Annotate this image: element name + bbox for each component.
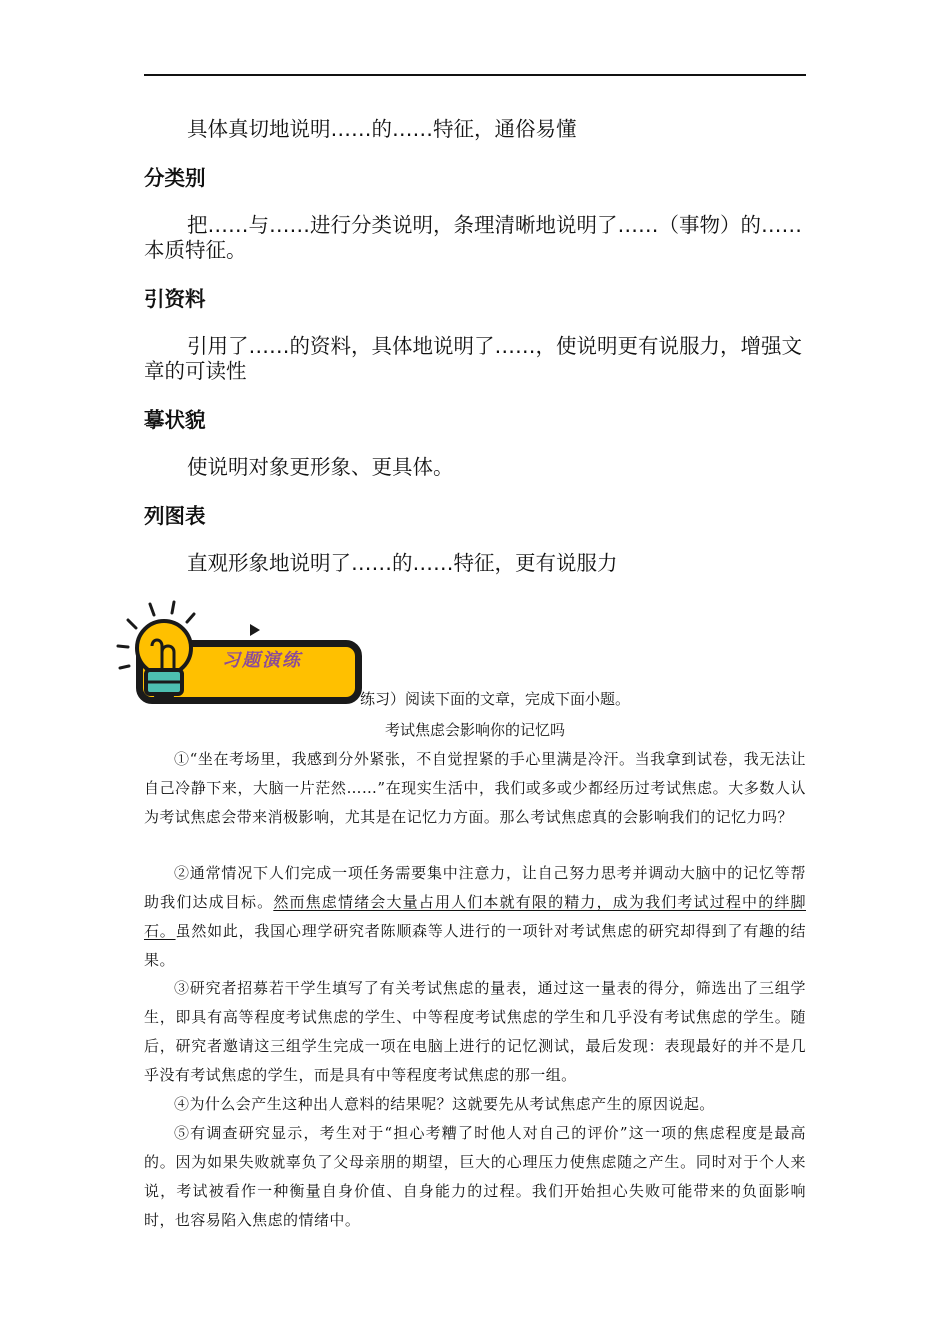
section-body: 引用了……的资料，具体地说明了……，使说明更有说服力，增强文章的可读性 bbox=[144, 334, 802, 383]
article-paragraph: ③研究者招募若干学生填写了有关考试焦虑的量表，通过这一量表的得分，筛选出了三组学生，即具有高等程度考试焦虑的学生、中等程度考试焦虑的学生和几乎没有考试焦虑的学生。随后，研究者邀请这三组学生完成一项在电脑上进行的记忆测试，最后发现：表现最好的并不是几乎没有考试焦虑的学生，而是具有中等程度考试焦虑的那一组。 bbox=[144, 979, 806, 1084]
article-paragraph: ①“坐在考场里，我感到分外紧张，不自觉捏紧的手心里满是冷汗。当我拿到试卷，我无法让自己冷静下来，大脑一片茫然……”在现实生活中，我们或多或少都经历过考试焦虑。大多数人认为考试焦虑会带来消极影响，尤其是在记忆力方面。那么考试焦虑真的会影响我们的记忆力吗？ bbox=[144, 750, 806, 826]
section-heading: 引资料 bbox=[144, 287, 206, 311]
section-heading: 分类别 bbox=[144, 166, 206, 190]
section-body: 把……与……进行分类说明，条理清晰地说明了……（事物）的……本质特征。 bbox=[144, 213, 802, 262]
exercise-badge bbox=[114, 600, 374, 710]
paragraph-text: 虽然如此，我国心理学研究者陈顺森等人进行的一项针对考试焦虑的研究却得到了有趣的结果。 bbox=[144, 922, 806, 969]
section-heading: 摹状貌 bbox=[144, 408, 206, 432]
section-body: 使说明对象更形象、更具体。 bbox=[187, 455, 454, 479]
paragraph-text: ②通常情况下人们完成一项任务需要集中注意力，让自己努力思考并调动大脑中的记忆等帮助我们达成目标。 bbox=[144, 864, 806, 911]
article-paragraph: ④为什么会产生这种出人意料的结果呢？这就要先从考试焦虑产生的原因说起。 bbox=[174, 1095, 715, 1113]
article-paragraph bbox=[144, 859, 806, 975]
section-heading: 列图表 bbox=[144, 504, 206, 528]
badge-label: 习题演练 bbox=[222, 650, 302, 671]
header-rule bbox=[144, 74, 806, 76]
exercise-intro: 练习）阅读下面的文章，完成下面小题。 bbox=[360, 690, 631, 708]
article-paragraph: ⑤有调查研究显示，考生对于“担心考糟了时他人对自己的评价”这一项的焦虑程度是最高的。因为如果失败就辜负了父母亲朋的期望，巨大的心理压力使焦虑随之产生。同时对于个人来说，考试被看作一种衡量自身价值、自身能力的过程。我们开始担心失败可能带来的负面影响时，也容易陷入焦虑的情绪中。 bbox=[144, 1124, 806, 1229]
section-body: 具体真切地说明……的……特征，通俗易懂 bbox=[187, 117, 577, 141]
article-title: 考试焦虑会影响你的记忆吗 bbox=[384, 721, 565, 739]
section-body: 直观形象地说明了……的……特征，更有说服力 bbox=[187, 551, 618, 575]
underlined-sentence: 然而焦虑情绪会大量占用人们本就有限的精力，成为我们考试过程中的绊脚石。 bbox=[144, 893, 806, 940]
